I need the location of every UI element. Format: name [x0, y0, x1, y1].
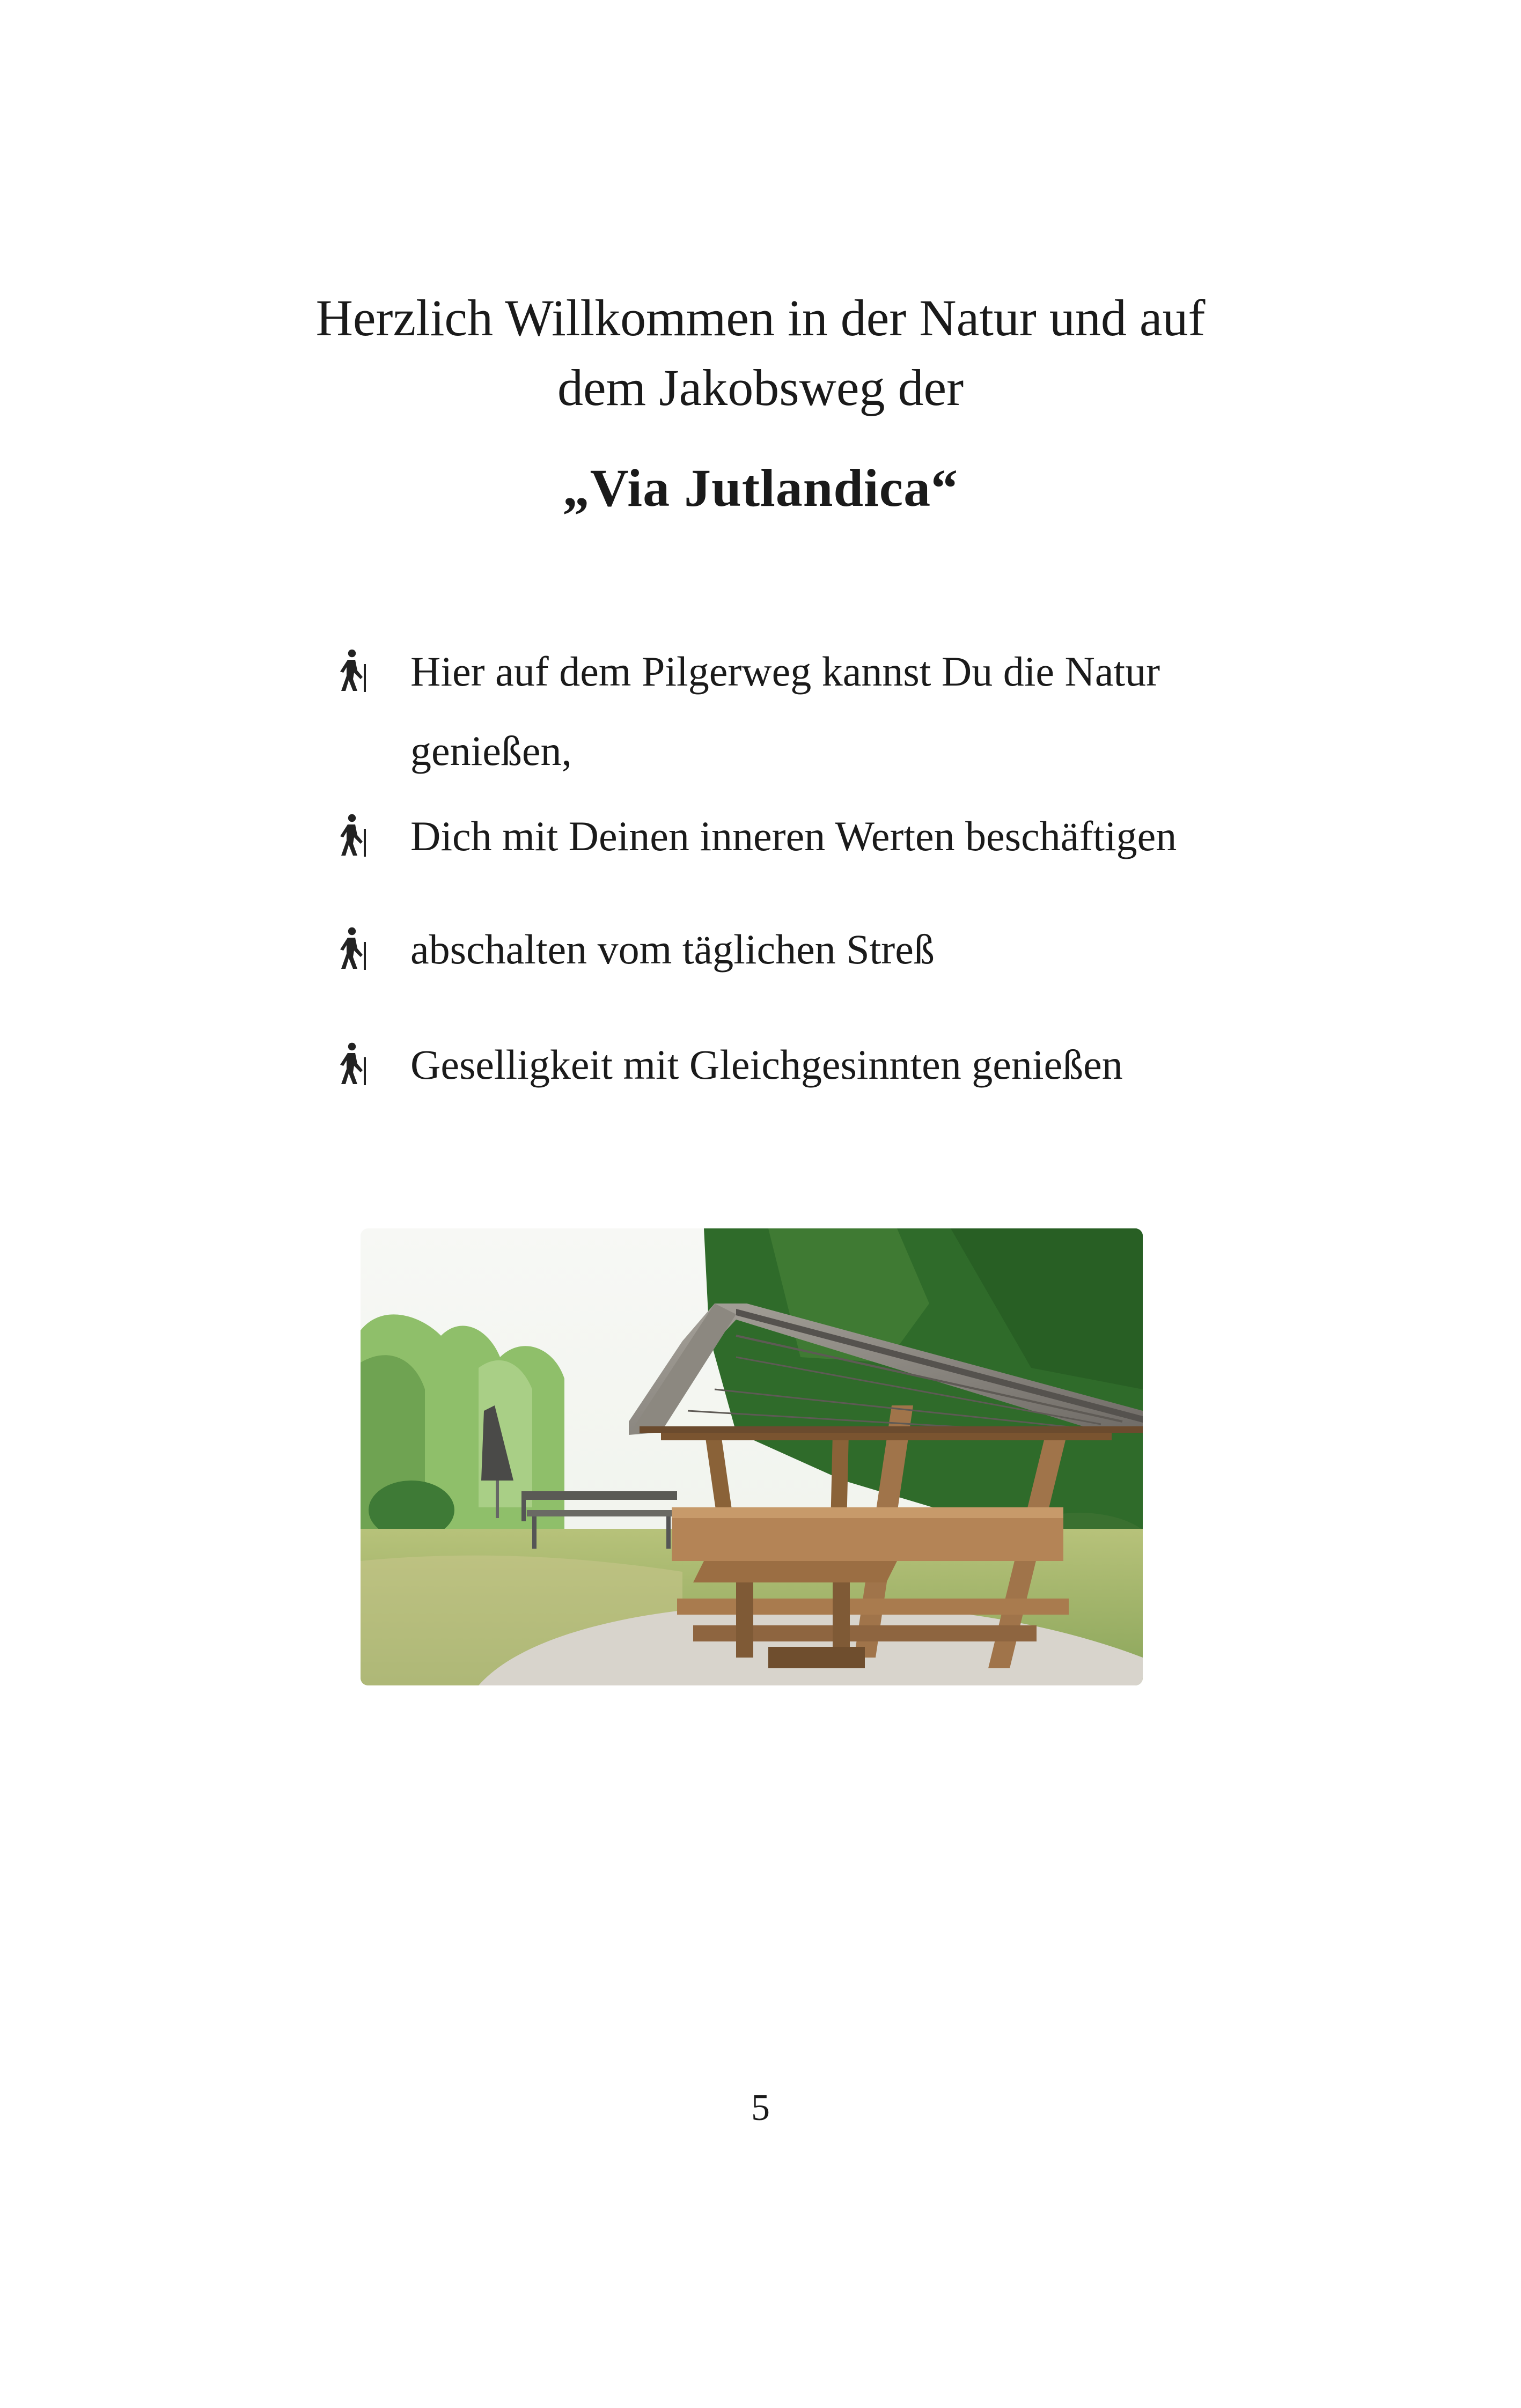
shelter-photo-illustration	[361, 1228, 1143, 1685]
hiker-icon	[337, 927, 369, 970]
title-line-1: Herzlich Willkommen in der Natur und auf	[315, 289, 1206, 347]
bullet-text: Dich mit Deinen inneren Werten beschäftigen	[410, 813, 1177, 859]
hiker-icon	[337, 814, 369, 857]
shelter-photo	[361, 1228, 1143, 1685]
bullet-text: Geselligkeit mit Gleichgesinnten genießen	[410, 1041, 1123, 1088]
subtitle: „Via Jutlandica“	[562, 458, 959, 518]
title-line-2: dem Jakobsweg der	[557, 359, 964, 416]
bullet-text: abschalten vom täglichen Streß	[410, 926, 935, 973]
bullet-text: Hier auf dem Pilgerweg kannst Du die Natur genießen,	[410, 648, 1160, 774]
hiker-icon	[337, 649, 369, 692]
hiker-icon	[337, 1042, 369, 1085]
page-number: 5	[751, 2087, 770, 2129]
